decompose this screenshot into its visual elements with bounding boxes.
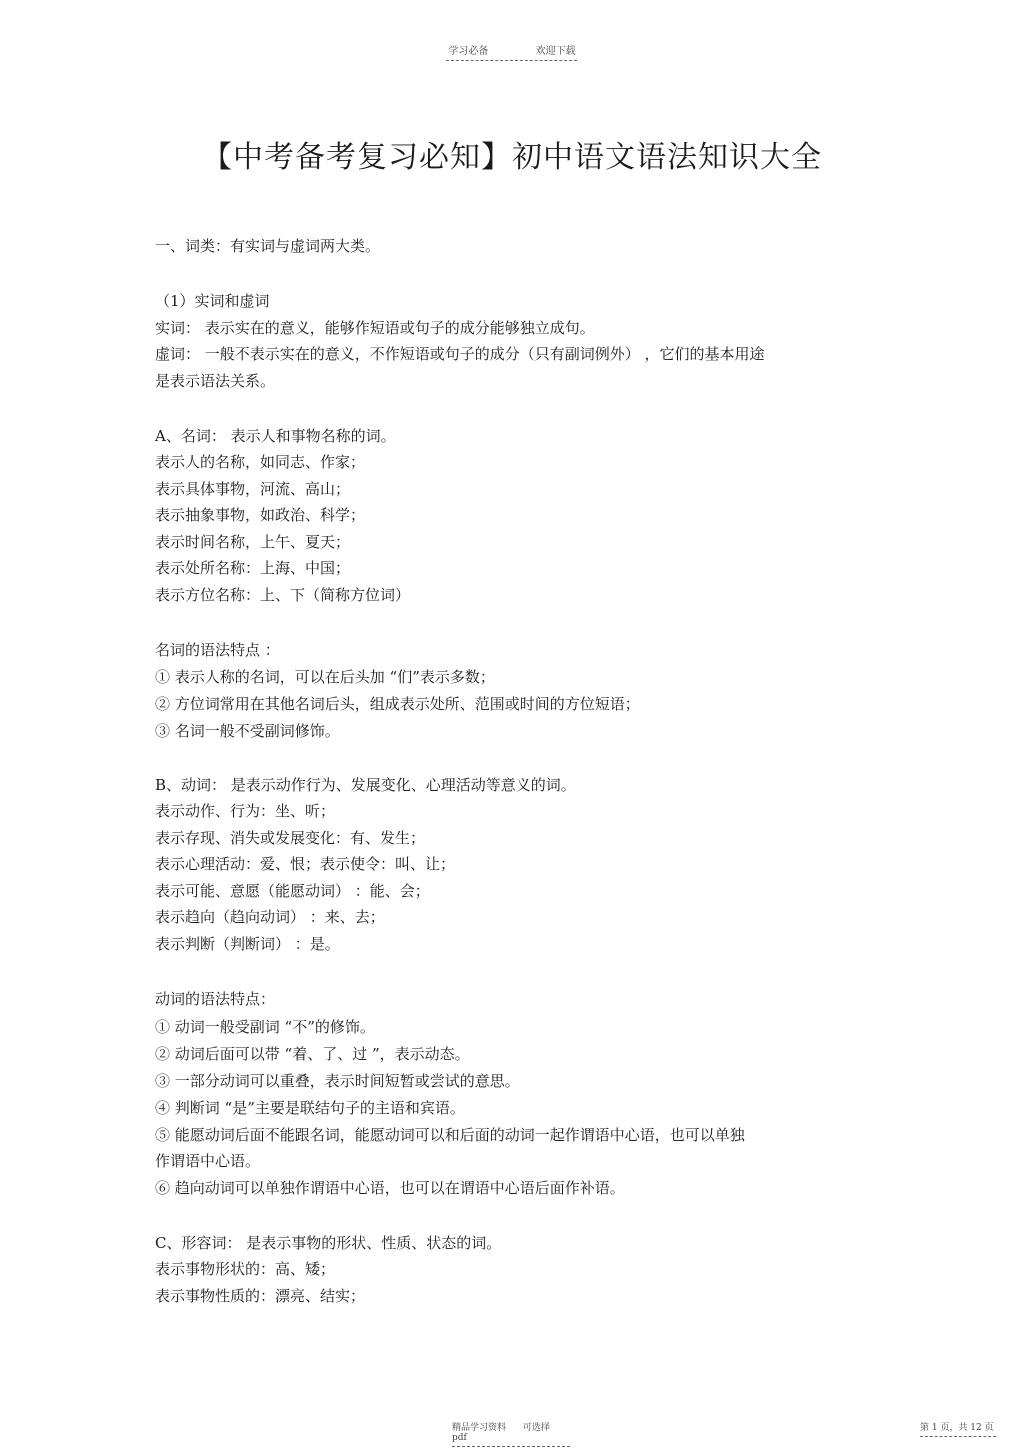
text-line: A、名词： 表示人和事物名称的词。: [155, 427, 396, 445]
text-line: 表示事物形状的：高、矮；: [155, 1260, 336, 1278]
footer-left-text: 精品学习资料: [452, 1423, 507, 1433]
header-right-text: 欢迎下载: [535, 46, 576, 57]
text-line: ⑥ 趋向动词可以单独作谓语中心语，也可以在谓语中心语后面作补语。: [155, 1179, 625, 1197]
text-line: 一、词类：有实词与虚词两大类。: [155, 237, 381, 255]
text-line: ① 表示人称的名词，可以在后头加 “们”表示多数；: [155, 668, 495, 686]
text-line: 表示动作、行为：坐、听；: [155, 802, 336, 820]
text-line: 虚词： 一般不表示实在的意义，不作短语或句子的成分（只有副词例外） ，它们的基本用途: [155, 345, 765, 363]
text-line: ① 动词一般受副词 “不”的修饰。: [155, 1018, 375, 1036]
text-line: ② 动词后面可以带 “着、了、过 ”，表示动态。: [155, 1045, 470, 1063]
header-divider: [446, 60, 577, 61]
text-line: 表示人的名称，如同志、作家；: [155, 453, 366, 471]
text-line: ⑤ 能愿动词后面不能跟名词，能愿动词可以和后面的动词一起作谓语中心语，也可以单独: [155, 1126, 745, 1144]
text-line: 表示处所名称：上海、中国；: [155, 559, 351, 577]
text-line: 表示可能、意愿（能愿动词） ：能、会；: [155, 882, 430, 900]
text-line: 表示时间名称，上午、夏天；: [155, 533, 351, 551]
text-line: ③ 一部分动词可以重叠，表示时间短暂或尝试的意思。: [155, 1072, 520, 1090]
text-line: ④ 判断词 “是”主要是联结句子的主语和宾语。: [155, 1099, 465, 1117]
footer-right-text: 可选择pdf: [452, 1423, 550, 1443]
text-line: 表示判断（判断词） ：是。: [155, 935, 340, 953]
header-left-text: 学习必备: [448, 46, 489, 57]
text-line: 表示存现、消失或发展变化：有、发生；: [155, 829, 426, 847]
page-footer-label: [452, 1420, 570, 1447]
text-line: 表示事物性质的：漂亮、结实；: [155, 1287, 366, 1305]
text-line: 表示趋向（趋向动词） ：来、去；: [155, 908, 385, 926]
text-line: 是表示语法关系。: [155, 372, 276, 390]
text-line: ③ 名词一般不受副词修饰。: [155, 722, 340, 740]
text-line: 动词的语法特点：: [155, 990, 276, 1008]
text-line: ② 方位词常用在其他名词后头，组成表示处所、范围或时间的方位短语；: [155, 695, 640, 713]
text-line: 实词： 表示实在的意义，能够作短语或句子的成分能够独立成句。: [155, 319, 595, 337]
text-line: 表示心理活动：爱、恨；表示使令：叫、让；: [155, 855, 456, 873]
text-line: 表示方位名称：上、下（简称方位词）: [155, 586, 411, 604]
text-line: B、动词： 是表示动作行为、发展变化、心理活动等意义的词。: [155, 776, 576, 794]
page-header: [0, 42, 1024, 57]
text-line: 作谓语中心语。: [155, 1152, 261, 1170]
text-line: 名词的语法特点 ：: [155, 641, 280, 659]
document-title: 【中考备考复习必知】初中语文语法知识大全: [202, 140, 822, 175]
page-number: 第 1 页，共 12 页: [920, 1420, 996, 1437]
text-line: 表示抽象事物，如政治、科学；: [155, 506, 366, 524]
text-line: （1）实词和虚词: [155, 292, 270, 310]
text-line: C、形容词： 是表示事物的形状、性质、状态的词。: [155, 1234, 502, 1252]
text-line: 表示具体事物，河流、高山；: [155, 480, 351, 498]
